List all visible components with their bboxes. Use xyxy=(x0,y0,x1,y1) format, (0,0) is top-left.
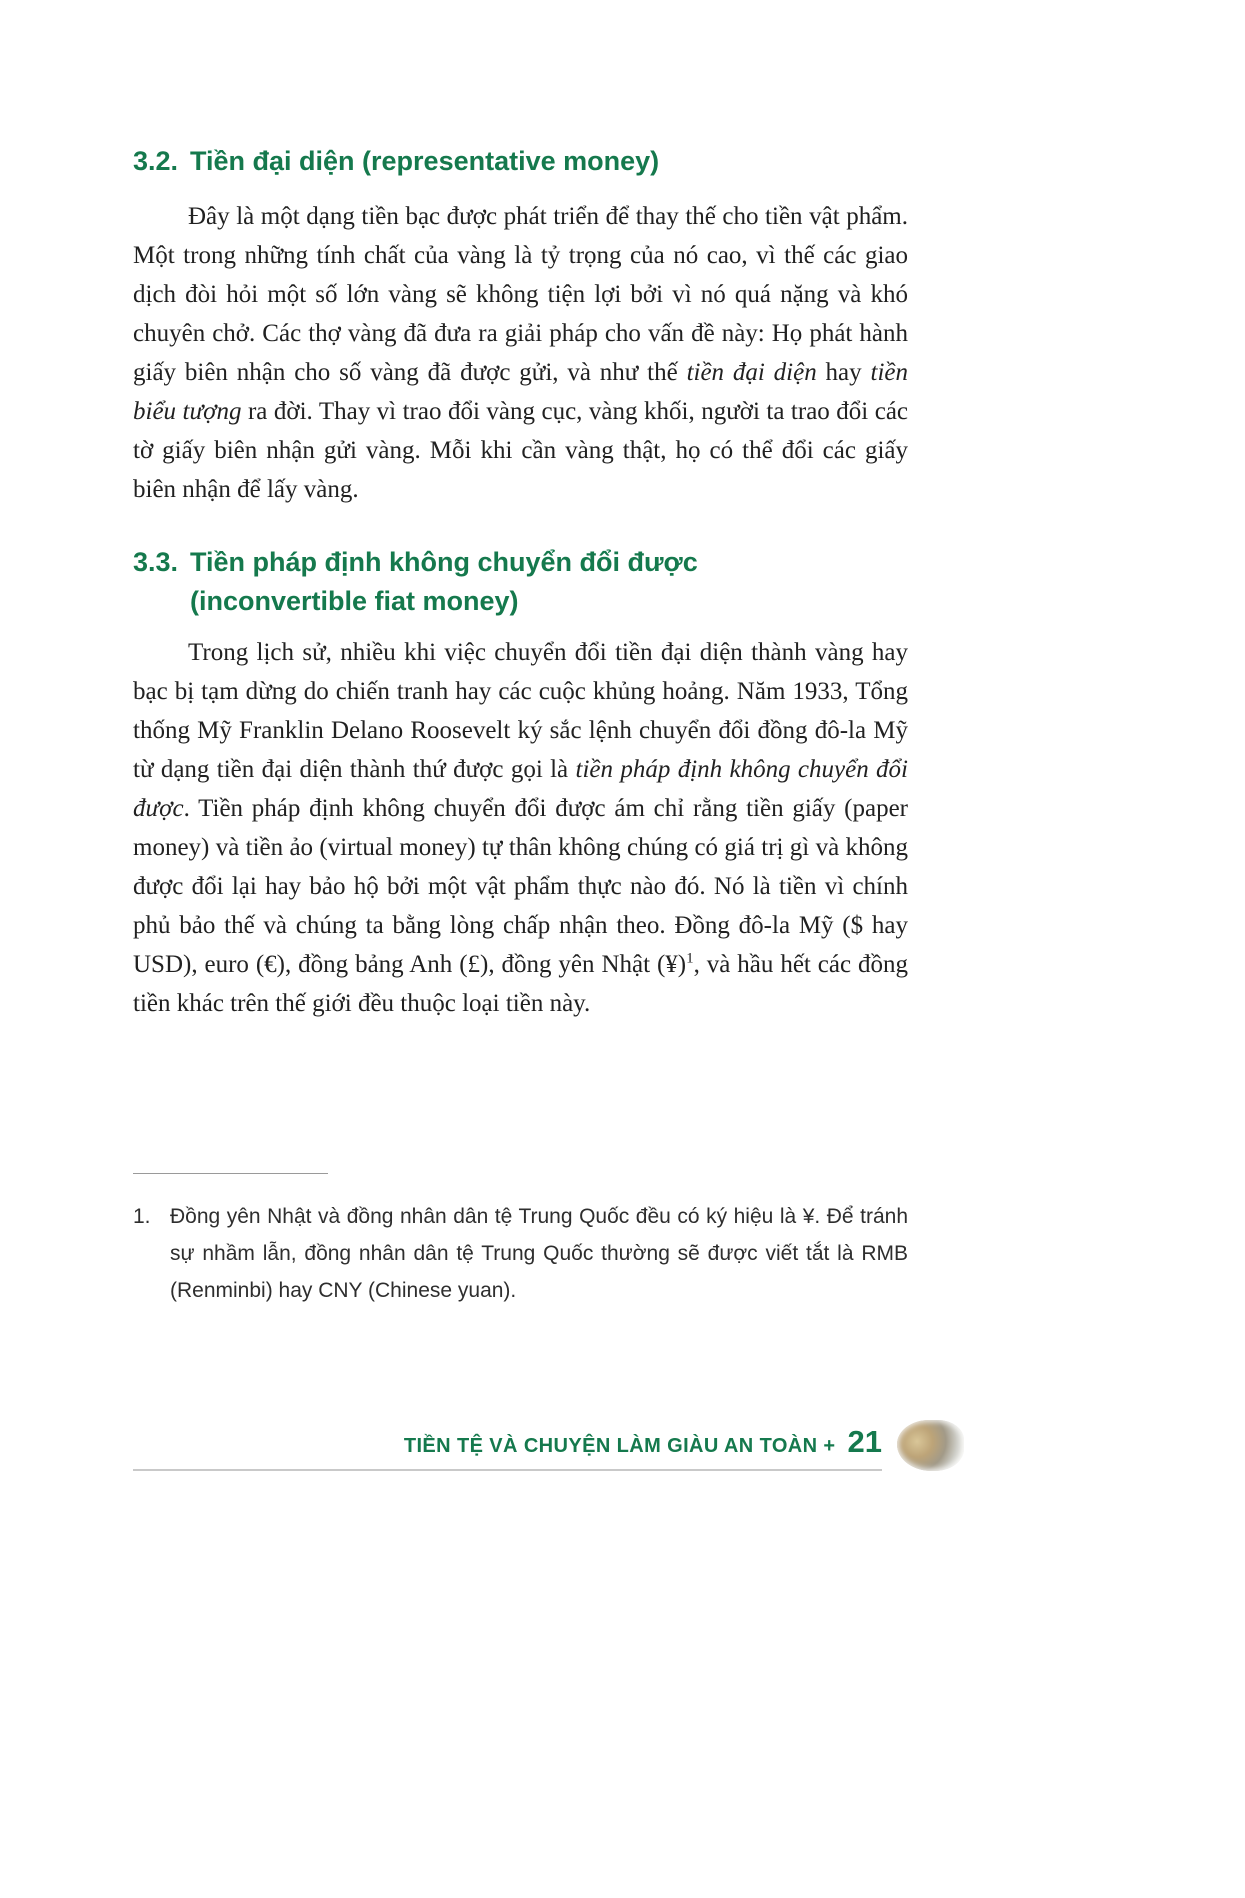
section-heading-3-2 xyxy=(133,142,908,181)
section-title-line-1: Tiền pháp định không chuyển đổi được xyxy=(190,547,698,577)
section-heading-3-3 xyxy=(133,543,908,621)
footnote-marker: 1. xyxy=(133,1205,151,1228)
section-title xyxy=(190,543,698,621)
coins-photo-decorative-image xyxy=(897,1420,964,1471)
footnote-divider xyxy=(133,1173,328,1174)
section-title: Tiền đại diện (representative money) xyxy=(190,146,660,176)
footnote-1 xyxy=(133,1198,908,1309)
paragraph-representative-money: Đây là một dạng tiền bạc được phát triển để thay thế cho tiền vật phẩm. Một trong những tính chất của vàng là tỷ trọng của nó cao, vì thế các giao dịch đòi hỏi một số lớn vàng sẽ không tiện lợi bởi vì nó quá nặng và khó chuyên chở. Các thợ vàng đã đưa ra giải pháp cho vấn đề này: Họ phát hành giấy biên nhận cho số vàng đã được gửi, và như thế tiền đại diện hay tiền biểu tượng ra đời. Thay vì trao đổi vàng cục, vàng khối, người ta trao đổi các tờ giấy biên nhận gửi vàng. Mỗi khi cần vàng thật, họ có thể đổi các giấy biên nhận để lấy vàng. xyxy=(133,203,909,503)
page-content xyxy=(133,142,908,1309)
footnote-text: Đồng yên Nhật và đồng nhân dân tệ Trung Quốc đều có ký hiệu là ¥. Để tránh sự nhầm lẫn, đồng nhân dân tệ Trung Quốc thường sẽ được viết tắt là RMB (Renminbi) hay CNY (Chinese yuan). xyxy=(170,1205,908,1302)
paragraph-fiat-money: Trong lịch sử, nhiều khi việc chuyển đổi tiền đại diện thành vàng hay bạc bị tạm dừng do chiến tranh hay các cuộc khủng hoảng. Năm 1933, Tổng thống Mỹ Franklin Delano Roosevelt ký sắc lệnh chuyển đổi đồng đô-la Mỹ từ dạng tiền đại diện thành thứ được gọi là tiền pháp định không chuyển đổi được. Tiền pháp định không chuyển đổi được ám chỉ rằng tiền giấy (paper money) và tiền ảo (virtual money) tự thân không chúng có giá trị gì và không được đổi lại hay bảo hộ bởi một vật phẩm thực nào đó. Nó là tiền vì chính phủ bảo thế và chúng ta bằng lòng chấp nhận theo. Đồng đô-la Mỹ ($ hay USD), euro (€), đồng bảng Anh (£), đồng yên Nhật (¥)$^1$, và hầu hết các đồng tiền khác trên thế giới đều thuộc loại tiền này. xyxy=(133,639,909,1017)
running-title: TIỀN TỆ VÀ CHUYỆN LÀM GIÀU AN TOÀN + xyxy=(403,1435,836,1457)
section-title-line-2: (inconvertible fiat money) xyxy=(190,586,519,616)
section-number: 3.3. xyxy=(133,547,179,577)
section-number: 3.2. xyxy=(133,146,179,176)
page-footer xyxy=(133,1424,882,1471)
page-number: 21 xyxy=(847,1424,882,1459)
